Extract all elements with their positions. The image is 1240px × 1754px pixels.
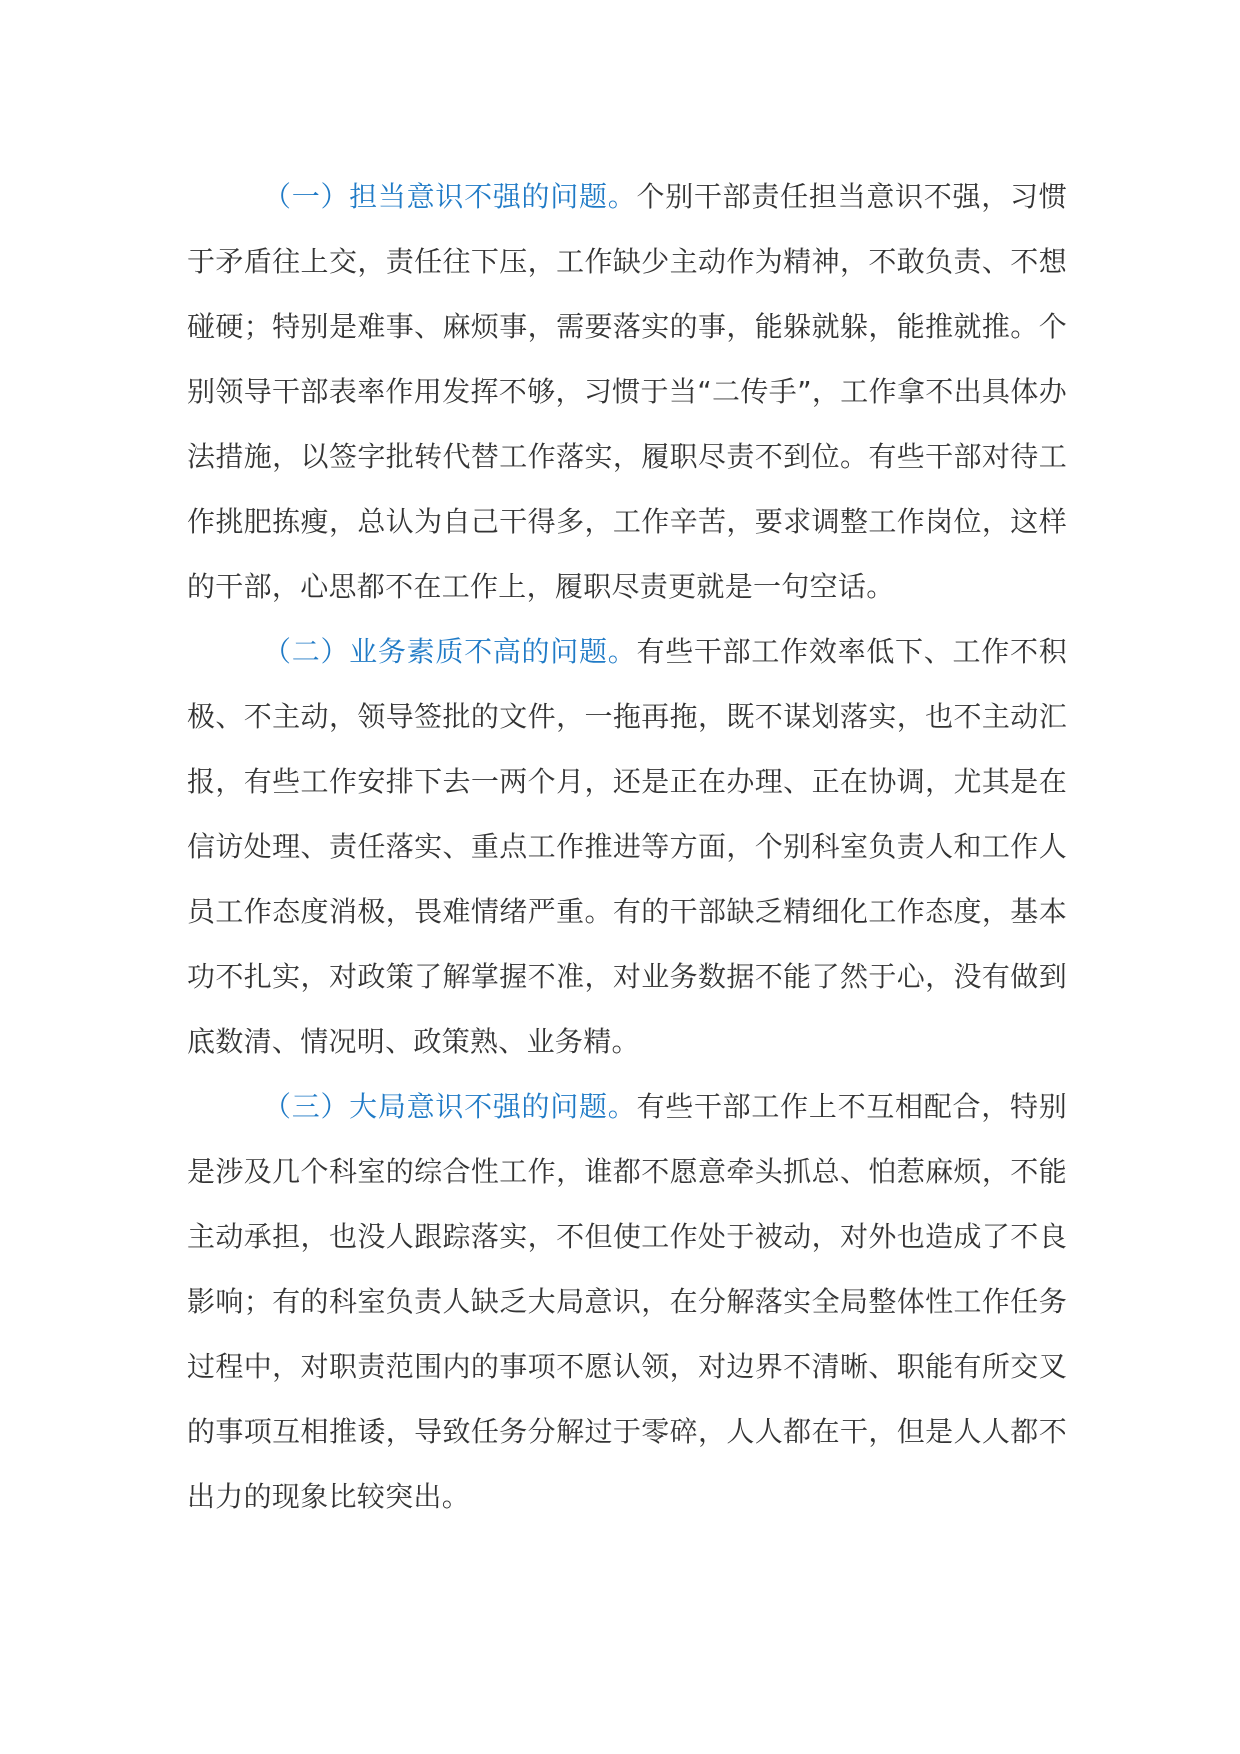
section-3-paragraph [187,1074,1067,1529]
section-1-paragraph [187,164,1067,619]
section-3-body: 有些干部工作上不互相配合，特别是涉及几个科室的综合性工作，谁都不愿意牵头抓总、怕惹麻烦，不能主动承担，也没人跟踪落实，不但使工作处于被动，对外也造成了不良影响；有的科室负责人缺乏大局意识，在分解落实全局整体性工作任务过程中，对职责范围内的事项不愿认领，对边界不清晰、职能有所交叉的事项互相推诿，导致任务分解过于零碎，人人都在干，但是人人都不出力的现象比较突出。 [187,1090,1067,1513]
section-2-body: 有些干部工作效率低下、工作不积极、不主动，领导签批的文件，一拖再拖，既不谋划落实，也不主动汇报，有些工作安排下去一两个月，还是正在办理、正在协调，尤其是在信访处理、责任落实、重点工作推进等方面，个别科室负责人和工作人员工作态度消极，畏难情绪严重。有的干部缺乏精细化工作态度，基本功不扎实，对政策了解掌握不准，对业务数据不能了然于心，没有做到底数清、情况明、政策熟、业务精。 [187,635,1067,1058]
section-1-heading: （一）担当意识不强的问题。 [263,180,637,213]
document-body [187,164,1067,1529]
section-3-heading: （三）大局意识不强的问题。 [263,1090,637,1123]
section-2-heading: （二）业务素质不高的问题。 [263,635,637,668]
section-1-body: 个别干部责任担当意识不强，习惯于矛盾往上交，责任往下压，工作缺少主动作为精神，不敢负责、不想碰硬；特别是难事、麻烦事，需要落实的事，能躲就躲，能推就推。个别领导干部表率作用发挥不够，习惯于当“二传手”，工作拿不出具体办法措施，以签字批转代替工作落实，履职尽责不到位。有些干部对待工作挑肥拣瘦，总认为自己干得多，工作辛苦，要求调整工作岗位，这样的干部，心思都不在工作上，履职尽责更就是一句空话。 [187,180,1067,603]
section-2-paragraph [187,619,1067,1074]
